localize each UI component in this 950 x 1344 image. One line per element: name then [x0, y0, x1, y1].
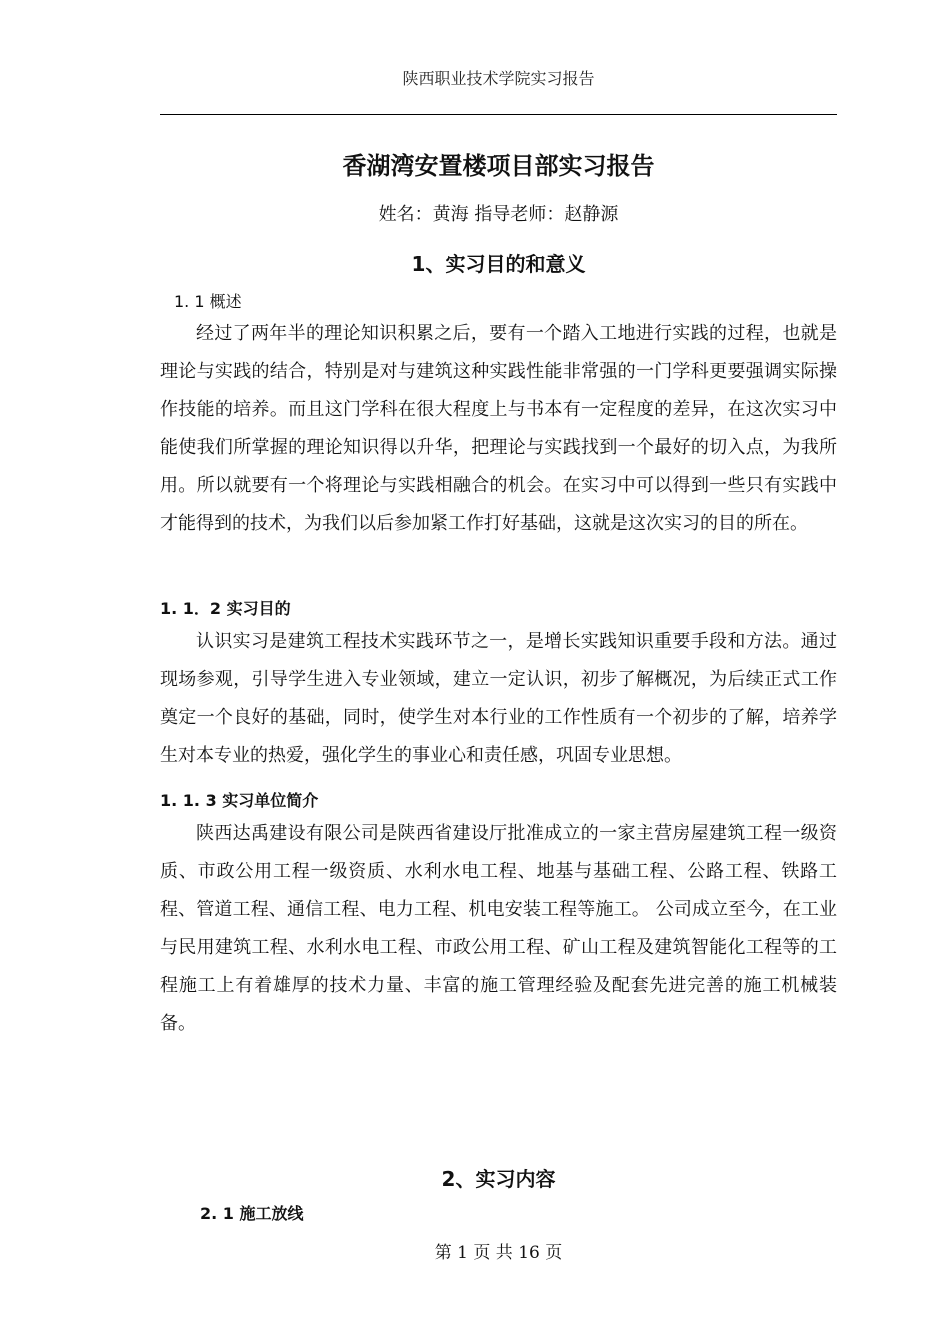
subsection-heading-purpose: 1. 1．2 实习目的 [160, 599, 291, 618]
author-line: 姓名：黄海 指导老师：赵静源 [378, 204, 619, 225]
subsection-heading-overview: 1. 1 概述 [174, 292, 242, 311]
header-rule [160, 114, 837, 115]
page-footer: 第 1 页 共 16 页 [434, 1243, 563, 1263]
paragraph-company: 陕西达禹建设有限公司是陕西省建设厅批准成立的一家主营房屋建筑工程一级资质、市政公用工程一级资质、水利水电工程、地基与基础工程、公路工程、铁路工程、管道工程、通信工程、电力工程、机电安装工程等施工。 公司成立至今，在工业与民用建筑工程、水利水电工程、市政公用工程、矿山工程及建筑智能化工程等的工程施工上有着雄厚的技术力量、丰富的施工管理经验及配套先进完善的施工机械装备。 [160, 823, 837, 1034]
section-heading-1: 1、实习目的和意义 [411, 252, 586, 276]
paragraph-purpose: 认识实习是建筑工程技术实践环节之一，是增长实践知识重要手段和方法。通过现场参观，引导学生进入专业领域，建立一定认识，初步了解概况，为后续正式工作奠定一个良好的基础，同时，使学生对本行业的工作性质有一个初步的了解，培养学生对本专业的热爱，强化学生的事业心和责任感，巩固专业思想。 [160, 631, 837, 766]
page-header: 陕西职业技术学院实习报告 [402, 69, 595, 88]
paragraph-overview: 经过了两年半的理论知识积累之后，要有一个踏入工地进行实践的过程，也就是理论与实践的结合，特别是对与建筑这种实践性能非常强的一门学科更要强调实际操作技能的培养。而且这门学科在很大程度上与书本有一定程度的差异，在这次实习中能使我们所掌握的理论知识得以升华，把理论与实践找到一个最好的切入点，为我所用。所以就要有一个将理论与实践相融合的机会。在实习中可以得到一些只有实践中才能得到的技术，为我们以后参加紧工作打好基础，这就是这次实习的目的所在。 [160, 323, 837, 534]
subsection-heading-layout: 2. 1 施工放线 [200, 1204, 304, 1223]
subsection-heading-company: 1. 1. 3 实习单位简介 [160, 791, 319, 810]
section-heading-2: 2、实习内容 [441, 1167, 556, 1191]
document-title: 香湖湾安置楼项目部实习报告 [342, 152, 655, 180]
